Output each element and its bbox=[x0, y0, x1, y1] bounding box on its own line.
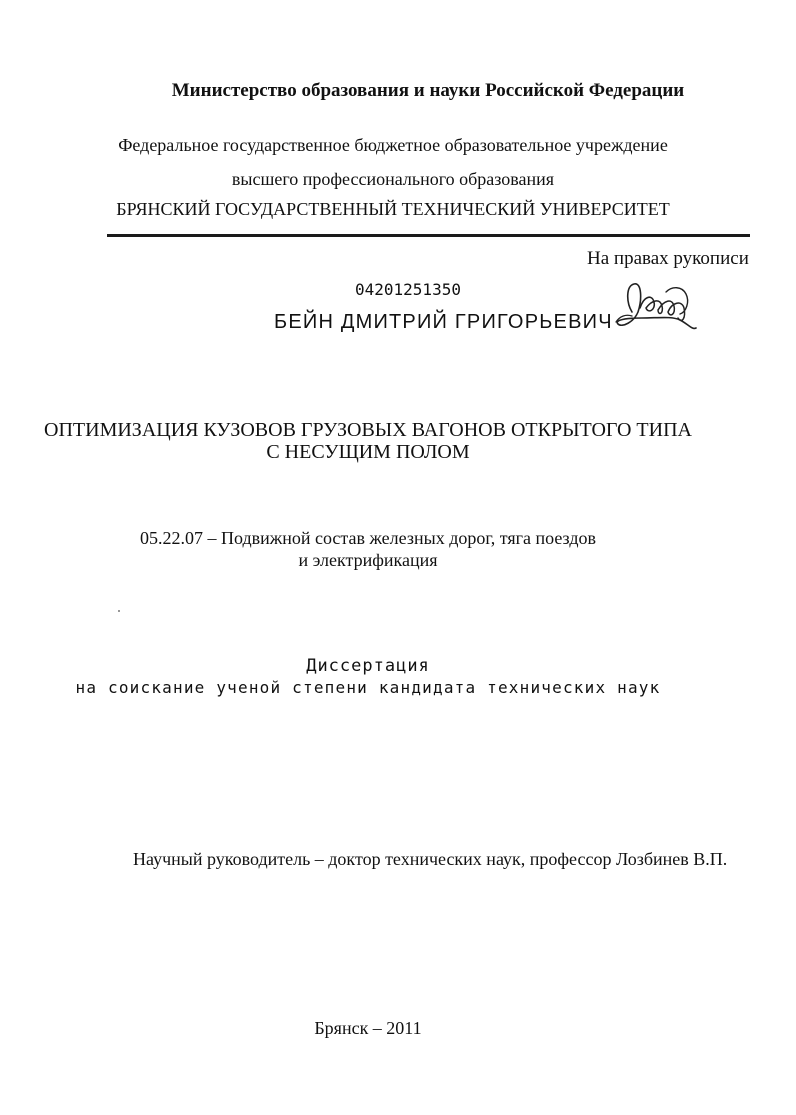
author-name: БЕЙН ДМИТРИЙ ГРИГОРЬЕВИЧ bbox=[274, 311, 613, 333]
specialty-line-2: и электрификация bbox=[298, 550, 438, 570]
city-year: Брянск – 2011 bbox=[314, 1018, 422, 1038]
dissertation-label: Диссертация bbox=[306, 656, 430, 676]
ministry-heading: Министерство образования и науки Российской Федерации bbox=[171, 80, 685, 101]
thesis-title-line-2: С НЕСУЩИМ ПОЛОМ bbox=[266, 441, 470, 463]
university-name: БРЯНСКИЙ ГОСУДАРСТВЕННЫЙ ТЕХНИЧЕСКИЙ УНИВЕРСИТЕТ bbox=[116, 199, 670, 219]
specialty-line-1: 05.22.07 – Подвижной состав железных дорог, тяга поездов bbox=[140, 528, 596, 548]
header-divider bbox=[107, 234, 750, 237]
registration-code: 04201251350 bbox=[355, 280, 461, 299]
manuscript-rights-note: На правах рукописи bbox=[587, 248, 749, 269]
scientific-supervisor: Научный руководитель – доктор технических наук, профессор Лозбинев В.П. bbox=[133, 849, 728, 869]
scan-speck bbox=[118, 610, 120, 612]
institution-line-1: Федеральное государственное бюджетное образовательное учреждение bbox=[118, 135, 668, 155]
thesis-title-line-1: ОПТИМИЗАЦИЯ КУЗОВОВ ГРУЗОВЫХ ВАГОНОВ ОТКРЫТОГО ТИПА bbox=[44, 419, 692, 441]
institution-line-2: высшего профессионального образования bbox=[231, 169, 555, 189]
signature-icon bbox=[612, 278, 698, 338]
degree-statement: на соискание ученой степени кандидата технических наук bbox=[75, 678, 661, 697]
